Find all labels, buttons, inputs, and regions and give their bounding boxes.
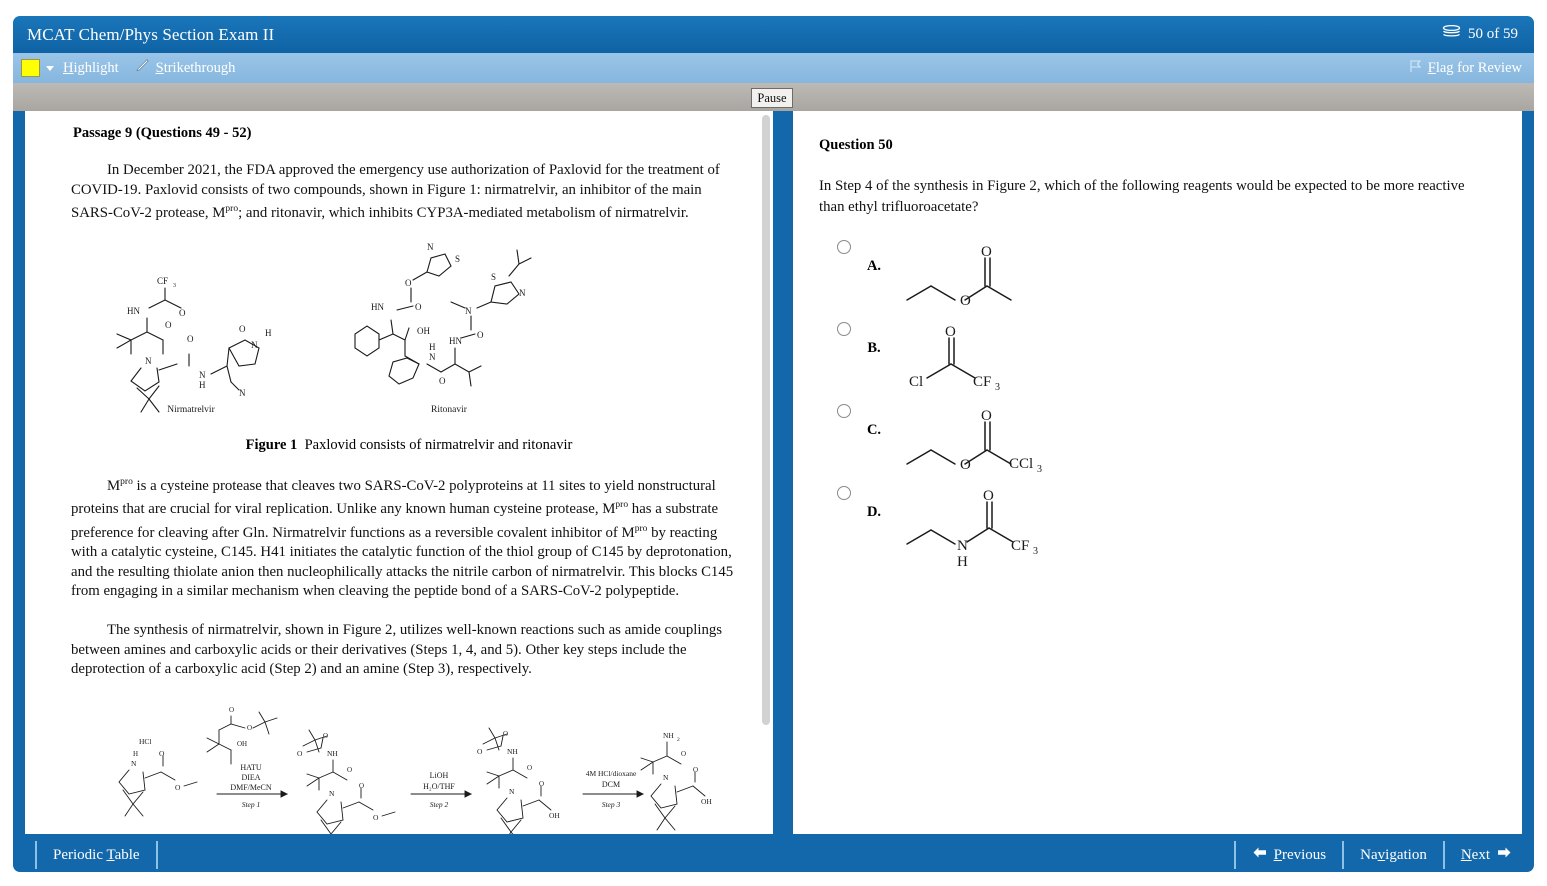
svg-text:O: O [981, 408, 992, 424]
svg-text:O: O [960, 457, 971, 473]
figure-1-image [71, 236, 747, 421]
svg-text:OH: OH [237, 739, 248, 748]
svg-text:O: O [347, 765, 353, 774]
navigation-button-label: Navigation [1360, 846, 1427, 863]
svg-text:O: O [693, 765, 699, 774]
answer-letter-c: C. [866, 422, 882, 438]
passage-panel [25, 111, 773, 834]
question-counter-label: 50 of 59 [1468, 26, 1518, 42]
passage-scrollbar-thumb[interactable] [762, 115, 770, 725]
answer-choices [811, 238, 1494, 575]
question-stem: In Step 4 of the synthesis in Figure 2, which of the following reagents would be expected to be more reactive than ethyl trifluoroacetate? [819, 178, 1465, 215]
answer-letter-a: A. [866, 258, 882, 274]
passage-paragraph-3: The synthesis of nirmatrelvir, shown in Figure 2, utilizes well-known reactions such as amide couplings between amines and carboxylic acids or their derivatives (Steps 1, 4, and 5). Other key steps include the deprotection of a carboxylic acid (Step 2) and an amine (Step 3), respectively. [71, 622, 723, 678]
svg-text:3: 3 [995, 382, 1000, 393]
svg-text:N: N [465, 305, 472, 316]
arrow-left-icon [1252, 846, 1267, 864]
svg-text:H: H [199, 379, 206, 390]
svg-text:HN: HN [449, 335, 462, 346]
svg-text:N: N [199, 369, 206, 380]
question-panel [793, 111, 1522, 834]
svg-text:O: O [405, 277, 412, 288]
question-counter [1442, 25, 1518, 44]
question-heading: Question 50 [819, 137, 893, 153]
flag-icon [1409, 59, 1423, 78]
svg-text:O: O [359, 781, 365, 790]
next-button[interactable] [1445, 838, 1528, 872]
svg-text:N: N [329, 788, 335, 798]
svg-text:CCl: CCl [1009, 456, 1034, 472]
svg-text:O: O [527, 763, 533, 772]
svg-text:2: 2 [677, 736, 680, 743]
highlight-button[interactable] [63, 60, 119, 77]
svg-text:Step 2: Step 2 [429, 799, 449, 809]
highlight-color-swatch[interactable] [21, 59, 40, 77]
svg-text:O: O [477, 329, 484, 340]
passage-scrollbar[interactable] [759, 111, 773, 834]
svg-text:O: O [165, 319, 172, 330]
svg-text:HN: HN [371, 301, 384, 312]
answer-choice-d[interactable] [811, 484, 1494, 575]
strikethrough-button[interactable] [136, 59, 236, 77]
svg-text:OH: OH [417, 325, 430, 336]
svg-text:DMF/MeCN: DMF/MeCN [230, 782, 272, 792]
svg-text:N: N [145, 355, 152, 366]
svg-text:N: N [251, 339, 258, 350]
arrow-right-icon [1497, 846, 1512, 864]
mpro-superscript-4: pro [634, 523, 648, 534]
svg-text:N: N [131, 758, 137, 768]
answer-structure-c [897, 402, 1494, 481]
svg-text:N: N [663, 772, 669, 782]
pause-button[interactable]: Pause [751, 88, 793, 108]
svg-text:OH: OH [549, 810, 560, 820]
flag-for-review-label: Flag for Review [1427, 59, 1522, 76]
svg-text:4M HCl/dioxane: 4M HCl/dioxane [585, 768, 637, 778]
svg-text:O [960, 293, 971, 309]
svg-text:N: N [509, 786, 515, 796]
svg-text:N: N [519, 287, 526, 298]
svg-text:H: H [429, 341, 436, 352]
svg-text:Cl: Cl [909, 374, 924, 390]
svg-text:O: O [187, 333, 194, 344]
figure-1-caption: Figure 1 Paxlovid consists of nirmatrelvir and ritonavir [245, 436, 573, 453]
figure1-left-compound-name: Nirmatrelvir [167, 404, 215, 415]
svg-text:HN: HN [127, 305, 140, 316]
periodic-table-button[interactable] [37, 838, 156, 872]
radio-button-b[interactable] [837, 322, 851, 336]
svg-text:Step 1: Step 1 [241, 799, 261, 809]
svg-text:O: O [477, 746, 483, 756]
next-button-label: Next [1460, 846, 1490, 863]
svg-text:3: 3 [1033, 546, 1038, 557]
answer-letter-b: B. [867, 340, 881, 356]
svg-text:O: O [539, 779, 545, 788]
svg-text:NH: NH [507, 746, 518, 756]
svg-text:CF: CF [1011, 538, 1030, 554]
svg-text:NH: NH [663, 730, 674, 740]
svg-text:3: 3 [1037, 464, 1042, 475]
title-bar [13, 16, 1534, 53]
answer-choice-c[interactable] [811, 402, 1494, 484]
radio-button-a[interactable] [837, 240, 851, 254]
exam-title: MCAT Chem/Phys Section Exam II [27, 24, 275, 44]
radio-button-c[interactable] [837, 404, 851, 418]
passage-content [25, 111, 773, 834]
answer-structure-b [897, 320, 1494, 399]
svg-text:HATU: HATU [240, 762, 262, 772]
svg-text:S: S [455, 253, 461, 264]
svg-text:O: O [373, 812, 379, 822]
highlight-button-label: Highlight [63, 59, 119, 76]
bottom-navigation-bar [13, 838, 1534, 872]
svg-text:NH: NH [327, 748, 338, 758]
svg-text:H: H [133, 749, 139, 758]
mpro-superscript-3: pro [615, 500, 629, 511]
panel-divider [773, 111, 793, 834]
content-frame [13, 111, 1534, 838]
svg-text:O: O [681, 749, 687, 758]
svg-text:OH: OH [701, 796, 712, 806]
svg-text:H₂O/THF: H₂O/THF [423, 781, 455, 791]
svg-text:O: O [297, 748, 303, 758]
svg-text:O: O [159, 748, 165, 758]
svg-text:O: O [503, 729, 509, 738]
answer-letter-d: D. [866, 504, 882, 520]
figure-2-image [71, 694, 747, 834]
svg-text:O: O [945, 324, 956, 340]
svg-text:CF: CF [973, 374, 992, 390]
answer-choice-b[interactable] [811, 320, 1494, 402]
svg-text:O: O [229, 705, 235, 714]
svg-text:N: N [427, 241, 434, 252]
svg-text:Step 3: Step 3 [601, 799, 621, 809]
svg-text:N: N [429, 351, 436, 362]
mpro-superscript-2: pro [120, 476, 133, 487]
radio-button-d[interactable] [837, 486, 851, 500]
svg-text:H: H [957, 554, 968, 570]
passage-heading: Passage 9 (Questions 49 - 52) [73, 125, 252, 141]
stack-icon [1442, 25, 1461, 44]
svg-text:O: O [983, 488, 994, 504]
svg-text:N: N [957, 538, 968, 554]
flag-for-review-button[interactable] [1409, 59, 1522, 78]
svg-text:O: O [179, 307, 186, 318]
pencil-icon [136, 59, 151, 77]
passage-paragraph-2: $M^{pro}$ is a cysteine protease that cleaves two SARS-CoV-2 polyproteins at 11 sites to yield nonstructural proteins that are crucial for viral replication. Unlike any known human cysteine protease, $M^{pro}$ has a substrate preference for cleaving after Gln. Nirmatrelvir functions as a reversible covalent inhibitor of $M^{pro}$ by reacting with a catalytic cysteine, C145. H41 initiates the catalytic function of the thiol group of C145 by deprotonation, and the resulting thiolate anion then nucleophilically attacks the nitrile carbon of nirmatrelvir. This blocks C145 from engaging in a similar mechanism when cleaving the peptide bond of a SARS-CoV-2 polypeptide. [71, 476, 734, 600]
previous-button[interactable] [1236, 838, 1343, 872]
nav-spacer [158, 838, 1234, 872]
svg-text:O: O [175, 782, 181, 792]
svg-text:O: O [239, 323, 246, 334]
svg-text:O: O [960, 293, 971, 309]
svg-text:3: 3 [173, 282, 176, 289]
answer-choice-a[interactable] [811, 238, 1494, 320]
svg-text:H: H [265, 327, 272, 338]
svg-text:HCl: HCl [139, 736, 152, 746]
svg-text:O: O [323, 731, 329, 740]
previous-button-label: Previous [1273, 846, 1327, 863]
strikethrough-button-label: Strikethrough [155, 59, 236, 76]
svg-text:O: O [439, 375, 446, 386]
svg-text:LiOH: LiOH [429, 770, 449, 780]
question-content [793, 111, 1522, 834]
svg-text:O: O [415, 301, 422, 312]
answer-structure-d [897, 484, 1494, 575]
annotation-toolbar [13, 53, 1534, 83]
svg-text:CF: CF [157, 275, 169, 286]
mpro-superscript-1: pro [225, 204, 239, 215]
figure1-right-compound-name: Ritonavir [431, 404, 467, 415]
svg-text:O: O [247, 723, 253, 732]
passage-paragraph-1: In December 2021, the FDA approved the emergency use authorization of Paxlovid for the treatment of COVID-19. Paxlovid consists of two compounds, shown in Figure 1: nirmatrelvir, an inhibitor of the main SARS-CoV-2 protease, $M^{pro}$; and ritonavir, which inhibits CYP3A-mediated metabolism of nirmatrelvir. [71, 162, 720, 222]
answer-structure-a [897, 238, 1494, 317]
chevron-down-icon[interactable] [46, 66, 54, 71]
svg-text:DCM: DCM [601, 779, 621, 789]
periodic-table-label: Periodic Table [53, 846, 140, 863]
svg-text:S: S [491, 271, 497, 282]
svg-text:N: N [239, 387, 246, 398]
svg-text:DIEA: DIEA [241, 772, 261, 782]
navigation-button[interactable] [1344, 838, 1443, 872]
